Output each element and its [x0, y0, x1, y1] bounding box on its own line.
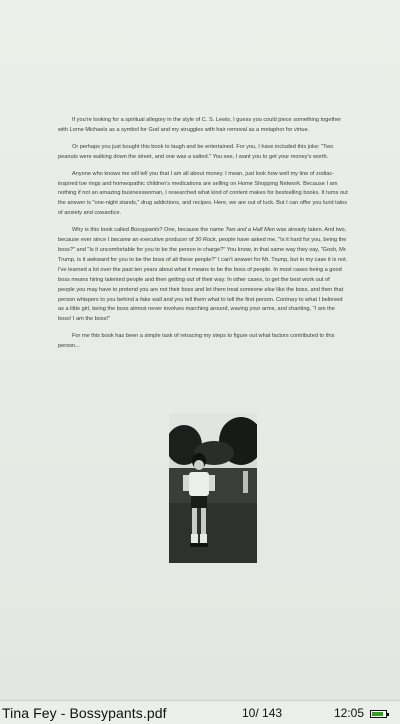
text-run: ? One, because the name: [159, 227, 226, 234]
battery-icon: [370, 710, 387, 718]
page-text: [58, 116, 348, 359]
paragraph: Or perhaps you just bought this book to laugh and be entertained. For you, I have included this joke: "Two peanuts were walking down the street, and one was a salted." You see, I want you to get your money's worth.: [58, 143, 334, 160]
page-indicator[interactable]: 10/ 143: [242, 706, 283, 720]
italic-run: Bossypants: [130, 227, 160, 234]
italic-run: 30 Rock: [195, 237, 216, 244]
paragraph: [58, 226, 348, 325]
italic-run: became: [110, 237, 131, 244]
text-run: was already taken. And two, because ever since I: [58, 227, 347, 244]
italic-run: else: [264, 286, 275, 293]
childhood-photo: [169, 413, 257, 563]
paragraph: If you're looking for a spiritual allegory in the style of C. S. Lewis, I guess you could piece something together with Lorne Michaels as a symbol for God and my struggles with hair removal as a metaphor for virtue.: [58, 117, 342, 133]
reader-status-bar: [0, 700, 400, 724]
photo-image: [169, 413, 257, 563]
text-run: Why is this book called: [72, 227, 131, 234]
paragraph: Anyone who knows me will tell you that I am all about money. I mean, just look how well my line of zodiac-inspired toe rings and homeopathic children's medications are selling on Home Shopping Network. Because I am nothing if not an amazing businesswoman, I researched what kind of content makes for bestselling books. It turns out the answer is "one-night stands," drug addictions, and recipes. Here, we are out of luck. But I can offer you lurid tales of anxiety and cowardice.: [58, 170, 348, 217]
paragraph: For me this book has been a simple task of retracing my steps to figure out what factors contributed to this person...: [58, 333, 335, 350]
text-run: an executive producer of: [130, 237, 196, 244]
clock: 12:05: [334, 706, 365, 720]
text-run: , people have asked me, "Is it hard for you, being the boss?" and "Is it uncomfortable for you to be the person in charge?" You know, in that same way they say, "Gosh, Mr. Trump, is it awkward for you to be the boss of all these people?" I can't answer for Mr. Trump, but in my case it is not. I've learned a lot over the past ten years about what it means to be the boss of people. In most cases being a good boss means hiring talented people and then getting out of their way. In other cases, to get the best work out of people you may have to pretend you are not their boss and let them treat someone: [58, 237, 348, 293]
italic-run: Two and a Half Men: [225, 227, 275, 234]
battery-tip: [387, 713, 389, 716]
book-title: Tina Fey - Bossypants.pdf: [2, 705, 167, 721]
text-run: like the boss, and then that person whispers to you behind a fake wall and you tell them what to tell the first person. Contrary to what I believed as a little girl, being the boss almost never involves marching around, waving your arms, and chanting, "I am the boss! I am the boss!": [58, 286, 344, 323]
battery-level: [372, 712, 383, 716]
